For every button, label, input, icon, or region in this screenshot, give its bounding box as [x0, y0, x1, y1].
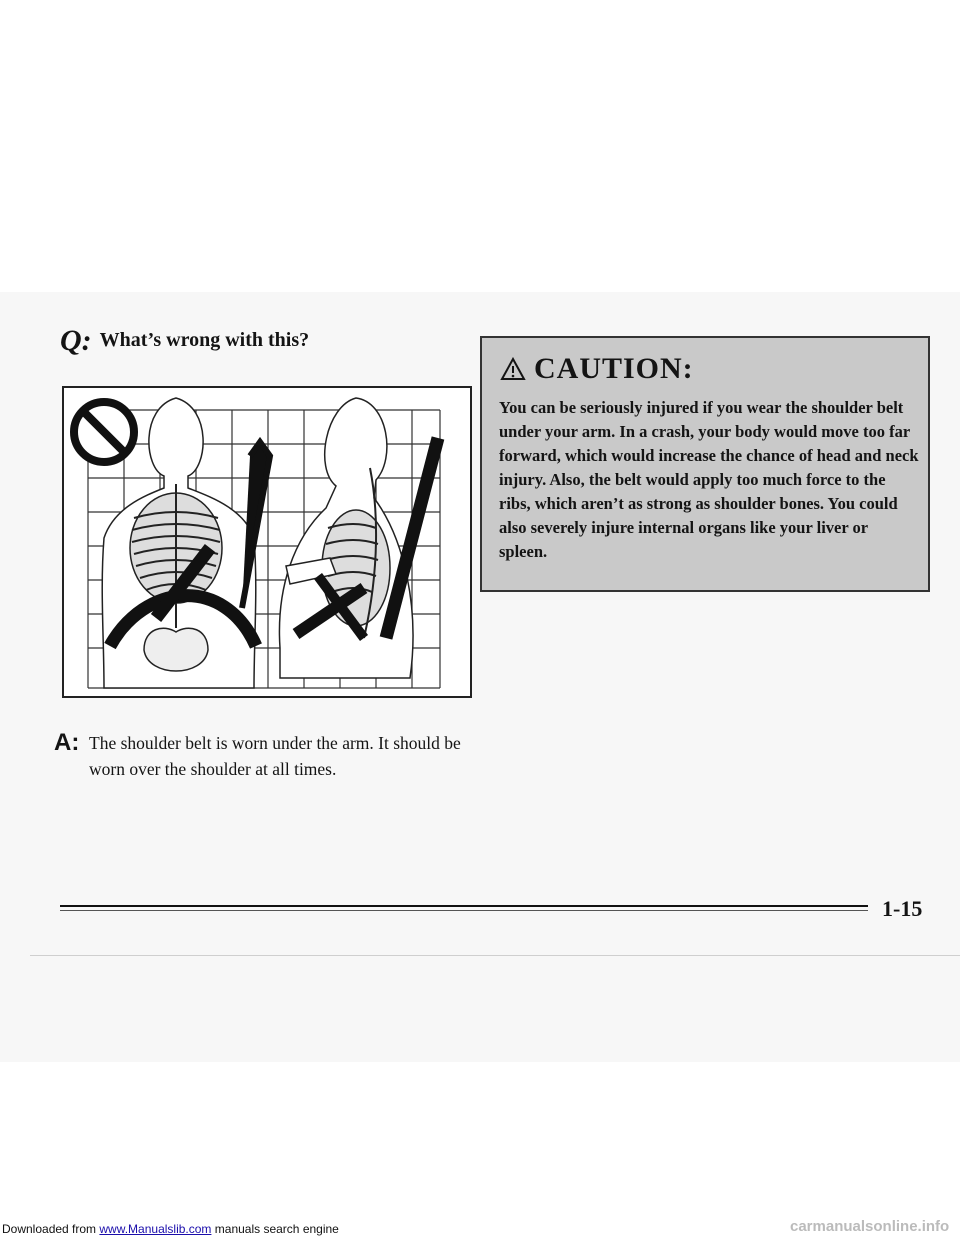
question-text: What’s wrong with this?	[99, 329, 310, 351]
answer	[54, 730, 484, 782]
footer-rule	[60, 905, 868, 907]
page-edge-line	[30, 955, 960, 956]
side-figure	[279, 398, 438, 678]
answer-label: A:	[54, 729, 80, 756]
download-prefix: Downloaded from	[2, 1222, 100, 1236]
page-number: 1-15	[882, 896, 923, 921]
seatbelt-illustration	[62, 386, 472, 698]
manualslib-link[interactable]: www.Manualslib.com	[99, 1222, 212, 1236]
question-label: Q:	[60, 324, 92, 357]
caution-body: You can be seriously injured if you wear the shoulder belt under your arm. In a crash, your body would move too far forward, which would increase the chance of head and neck injury. Also, the belt would apply too much force to the ribs, which aren’t as strong as shoulder bones. You could also severely injure internal organs like your liver or spleen.	[499, 398, 919, 561]
skeleton-seatbelt-drawing	[64, 388, 470, 696]
caution-title: CAUTION:	[534, 352, 694, 385]
warning-triangle-icon	[500, 357, 526, 381]
answer-text: The shoulder belt is worn under the arm. It should be worn over the shoulder at all times.	[89, 733, 461, 779]
download-footer	[2, 1222, 339, 1236]
caution-header	[500, 352, 694, 386]
download-suffix: manuals search engine	[211, 1222, 339, 1236]
caution-box	[480, 336, 930, 592]
prohibition-icon	[74, 402, 134, 462]
footer-rule-thin	[60, 910, 868, 911]
question	[60, 324, 309, 358]
site-watermark: carmanualsonline.info	[790, 1218, 950, 1235]
